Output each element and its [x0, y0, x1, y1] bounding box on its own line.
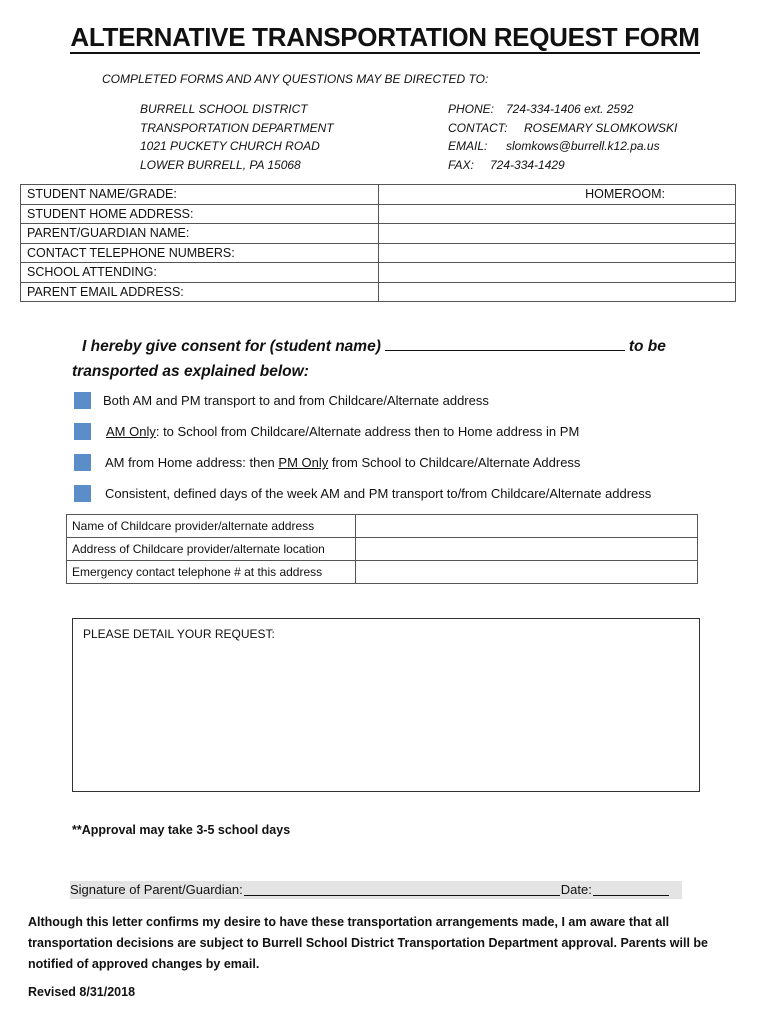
childcare-name-label: Name of Childcare provider/alternate address [67, 515, 356, 538]
contact-value: ROSEMARY SLOMKOWSKI [524, 120, 678, 135]
emergency-phone-label: Emergency contact telephone # at this address [67, 561, 356, 584]
childcare-table [66, 514, 698, 584]
student-info-table [20, 184, 736, 302]
checkbox[interactable] [74, 454, 91, 471]
checkbox[interactable] [74, 392, 91, 409]
approval-note: **Approval may take 3-5 school days [72, 823, 291, 837]
table-row [21, 224, 736, 244]
option-consistent-days[interactable] [74, 485, 651, 502]
date-label: Date: [560, 882, 592, 897]
fax-label: FAX: [448, 157, 474, 172]
student-name-label: STUDENT NAME/GRADE: [21, 185, 379, 205]
option-label: : to School from Childcare/Alternate address then to Home address in PM [155, 424, 580, 439]
option-label: Both AM and PM transport to and from Childcare/Alternate address [103, 393, 489, 408]
childcare-name-field[interactable] [356, 515, 698, 538]
table-row [21, 263, 736, 283]
approval-notice: Although this letter confirms my desire to have these transportation arrangements made, I am aware that all transportation decisions are subject to Burrell School District Transportation Department approval. Parents will be notified of approved changes by email. [28, 915, 709, 971]
address-line: LOWER BURRELL, PA 15068 [140, 157, 301, 172]
student-home-address-field[interactable] [379, 204, 736, 224]
option-label: from School to Childcare/Alternate Address [328, 455, 581, 470]
am-only-text: AM Only [106, 424, 156, 439]
option-label: AM from Home address: then [105, 455, 279, 470]
table-row [21, 282, 736, 302]
childcare-address-label: Address of Childcare provider/alternate location [67, 538, 356, 561]
date-line[interactable] [593, 881, 669, 896]
district-address [140, 100, 334, 174]
table-row [21, 204, 736, 224]
fax-value: 724-334-1429 [490, 157, 565, 172]
option-both-am-pm[interactable] [74, 392, 489, 409]
consent-text-2: to be [628, 338, 666, 355]
contact-phone-field[interactable] [379, 243, 736, 263]
contact-phone-label: CONTACT TELEPHONE NUMBERS: [21, 243, 379, 263]
signature-line[interactable] [244, 881, 560, 896]
consent-text-1: I hereby give consent for (student name) [82, 338, 381, 355]
student-name-blank[interactable] [385, 336, 625, 351]
option-pm-only[interactable] [74, 454, 580, 471]
signature-row [70, 881, 682, 899]
form-title: ALTERNATIVE TRANSPORTATION REQUEST FORM [70, 22, 700, 52]
option-am-only[interactable] [74, 423, 579, 440]
checkbox[interactable] [74, 423, 91, 440]
childcare-address-field[interactable] [356, 538, 698, 561]
request-detail-label: PLEASE DETAIL YOUR REQUEST: [83, 627, 275, 641]
contact-label: CONTACT: [448, 120, 508, 135]
address-line: 1021 PUCKETY CHURCH ROAD [140, 139, 320, 153]
phone-label: PHONE: [448, 102, 495, 116]
option-label: Consistent, defined days of the week AM and PM transport to/from Childcare/Alternate address [105, 486, 652, 501]
student-home-address-label: STUDENT HOME ADDRESS: [21, 204, 379, 224]
request-detail-box[interactable] [72, 618, 700, 792]
address-line: BURRELL SCHOOL DISTRICT [140, 102, 308, 116]
directed-to-text: COMPLETED FORMS AND ANY QUESTIONS MAY BE DIRECTED TO: [102, 72, 489, 86]
school-attending-field[interactable] [379, 263, 736, 283]
parent-email-field[interactable] [379, 282, 736, 302]
revised-date: Revised 8/31/2018 [28, 985, 136, 999]
table-row [67, 538, 698, 561]
table-row [67, 515, 698, 538]
address-line: TRANSPORTATION DEPARTMENT [140, 120, 334, 135]
table-row [21, 185, 736, 205]
consent-text-3: transported as explained below: [72, 363, 309, 380]
signature-label: Signature of Parent/Guardian: [70, 882, 243, 897]
parent-email-label: PARENT EMAIL ADDRESS: [21, 282, 379, 302]
email-value[interactable]: slomkows@burrell.k12.pa.us [506, 139, 660, 153]
consent-statement [72, 334, 666, 384]
school-attending-label: SCHOOL ATTENDING: [21, 263, 379, 283]
email-label: EMAIL: [448, 139, 488, 153]
table-row [67, 561, 698, 584]
homeroom-field[interactable] [379, 185, 736, 205]
emergency-phone-field[interactable] [356, 561, 698, 584]
checkbox[interactable] [74, 485, 91, 502]
parent-name-label: PARENT/GUARDIAN NAME: [21, 224, 379, 244]
pm-only-text: PM Only [278, 455, 329, 470]
parent-name-field[interactable] [379, 224, 736, 244]
contact-info [448, 100, 677, 174]
table-row [21, 243, 736, 263]
phone-value: 724-334-1406 ext. 2592 [506, 102, 634, 116]
homeroom-label: HOMEROOM: [585, 187, 665, 202]
